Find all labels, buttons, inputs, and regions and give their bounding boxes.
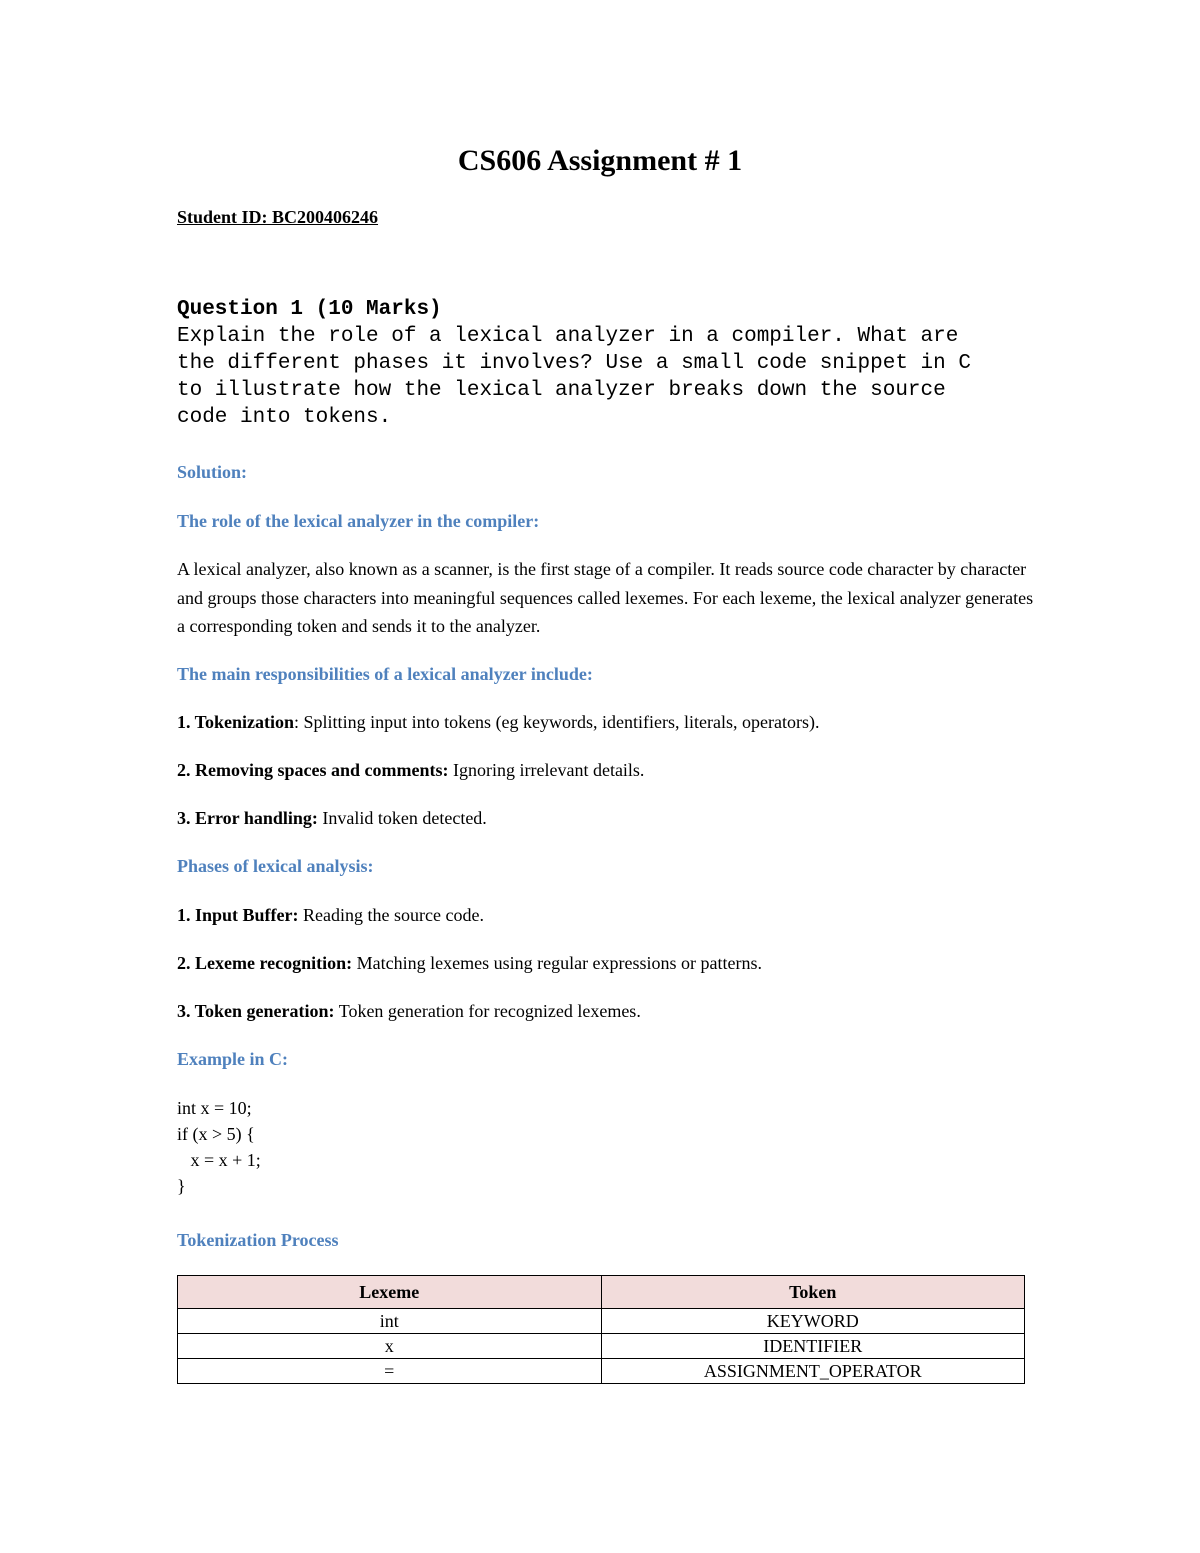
lexeme-cell: = bbox=[178, 1359, 602, 1384]
token-cell: IDENTIFIER bbox=[601, 1334, 1025, 1359]
table-row bbox=[178, 1359, 1025, 1384]
question-line: to illustrate how the lexical analyzer breaks down the source bbox=[177, 379, 946, 402]
responsibility-item bbox=[177, 758, 644, 782]
document-title: CS606 Assignment # 1 bbox=[457, 144, 743, 177]
phase-desc: Token generation for recognized lexemes. bbox=[334, 1001, 641, 1021]
solution-label: Solution: bbox=[177, 462, 248, 482]
phase-term: 3. Token generation: bbox=[177, 1001, 335, 1021]
question-line: Explain the role of a lexical analyzer in a compiler. What are bbox=[177, 325, 959, 348]
phase-term: 1. Input Buffer: bbox=[177, 905, 299, 925]
phase-item bbox=[177, 951, 762, 975]
phase-desc: Matching lexemes using regular expressions or patterns. bbox=[352, 953, 763, 973]
responsibility-term: 1. Tokenization bbox=[177, 712, 295, 732]
token-cell: ASSIGNMENT_OPERATOR bbox=[601, 1359, 1025, 1384]
code-line: if (x > 5) { bbox=[177, 1124, 255, 1144]
tokenization-heading: Tokenization Process bbox=[177, 1230, 339, 1250]
student-id: Student ID: BC200406246 bbox=[177, 207, 379, 227]
responsibility-item bbox=[177, 710, 819, 734]
question-line: code into tokens. bbox=[177, 406, 392, 429]
responsibilities-heading: The main responsibilities of a lexical analyzer include: bbox=[177, 664, 593, 684]
question-line: the different phases it involves? Use a small code snippet in C bbox=[177, 352, 971, 375]
column-header-token: Token bbox=[601, 1276, 1025, 1309]
tokenization-table bbox=[177, 1275, 1025, 1384]
responsibility-term: 2. Removing spaces and comments: bbox=[177, 760, 449, 780]
code-line: x = x + 1; bbox=[177, 1150, 261, 1170]
responsibility-item bbox=[177, 806, 487, 830]
phase-item bbox=[177, 999, 641, 1023]
responsibility-desc: : Splitting input into tokens (eg keywords, identifiers, literals, operators). bbox=[294, 712, 820, 732]
responsibility-term: 3. Error handling: bbox=[177, 808, 318, 828]
table-row bbox=[178, 1309, 1025, 1334]
question-heading: Question 1 (10 Marks) bbox=[177, 298, 442, 321]
code-line: } bbox=[177, 1176, 186, 1196]
code-line: int x = 10; bbox=[177, 1098, 252, 1118]
table-row bbox=[178, 1334, 1025, 1359]
role-paragraph: A lexical analyzer, also known as a scanner, is the first stage of a compiler. It reads source code character by character and groups those characters into meaningful sequences called lexemes. For each lexeme, the lexical analyzer generates a corresponding token and sends it to the analyzer. bbox=[177, 559, 1034, 636]
role-heading: The role of the lexical analyzer in the compiler: bbox=[177, 511, 540, 531]
table-header-row bbox=[178, 1276, 1025, 1309]
lexeme-cell: int bbox=[178, 1309, 602, 1334]
phase-desc: Reading the source code. bbox=[298, 905, 484, 925]
code-snippet bbox=[177, 1095, 261, 1199]
column-header-lexeme: Lexeme bbox=[178, 1276, 602, 1309]
lexeme-cell: x bbox=[178, 1334, 602, 1359]
responsibility-desc: Invalid token detected. bbox=[317, 808, 487, 828]
phases-heading: Phases of lexical analysis: bbox=[177, 856, 374, 876]
example-heading: Example in C: bbox=[177, 1049, 289, 1069]
phase-item bbox=[177, 903, 484, 927]
question-text bbox=[177, 323, 1077, 431]
phase-term: 2. Lexeme recognition: bbox=[177, 953, 353, 973]
token-cell: KEYWORD bbox=[601, 1309, 1025, 1334]
responsibility-desc: Ignoring irrelevant details. bbox=[448, 760, 645, 780]
